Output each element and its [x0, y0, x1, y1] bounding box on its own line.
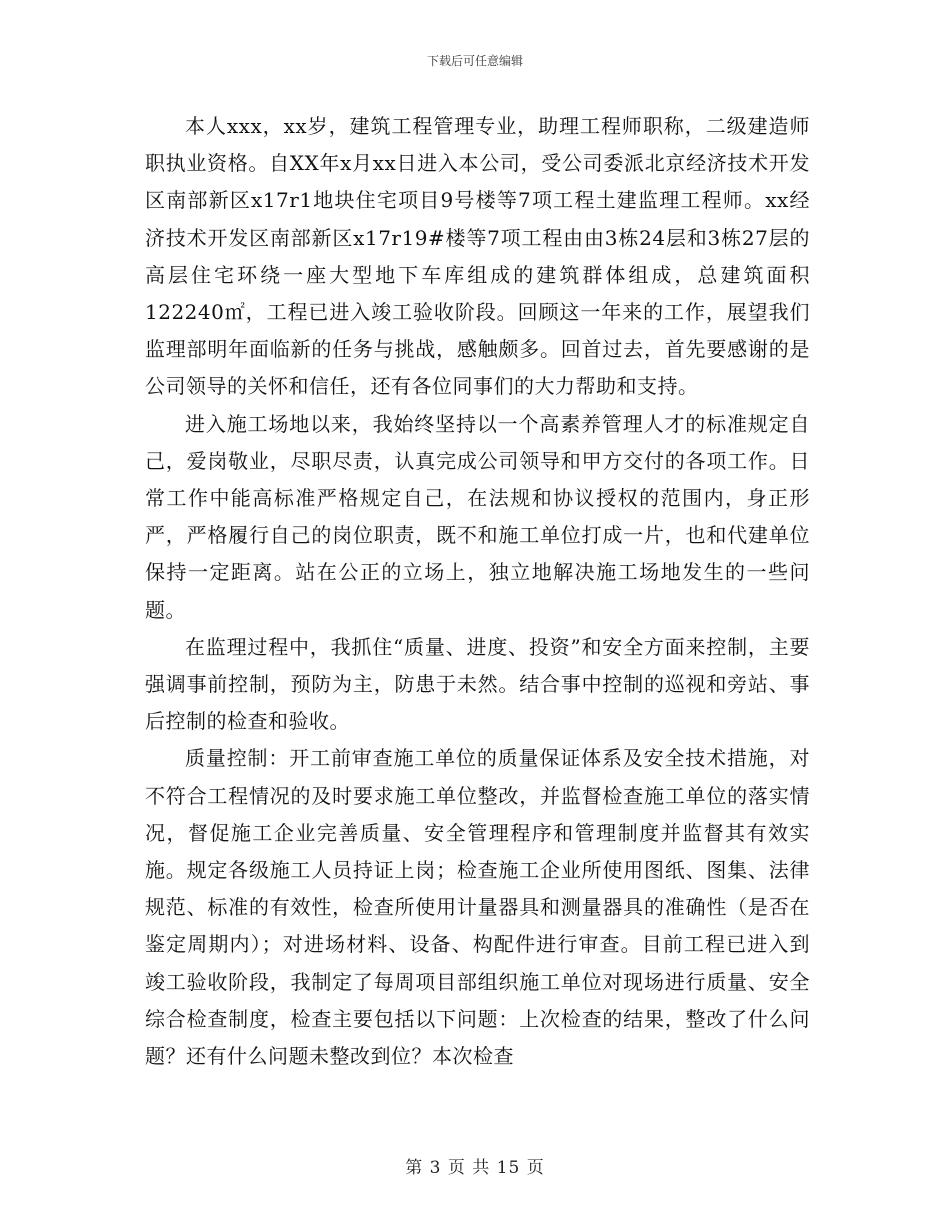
- paragraph-work-attitude: 进入施工场地以来，我始终坚持以一个高素养管理人才的标准规定自己，爱岗敬业，尽职尽责，认真完成公司领导和甲方交付的各项工作。日常工作中能高标准严格规定自己，在法规和协议授权的范围内，身正形严，严格履行自己的岗位职责，既不和施工单位打成一片，也和代建单位保持一定距离。站在公正的立场上，独立地解决施工场地发生的一些问题。: [145, 411, 810, 622]
- header-note: 下载后可任意编辑: [426, 54, 523, 68]
- paragraph-supervision-approach: 在监理过程中，我抓住“质量、进度、投资”和安全方面来控制，主要强调事前控制，预防为主，防患于未然。结合事中控制的巡视和旁站、事后控制的检查和验收。: [145, 634, 810, 734]
- page-number: 第 3 页 共 15 页: [405, 1158, 545, 1178]
- document-body: [145, 108, 810, 1075]
- paragraph-quality-control: 质量控制：开工前审查施工单位的质量保证体系及安全技术措施，对不符合工程情况的及时要求施工单位整改，并监督检查施工单位的落实情况，督促施工企业完善质量、安全管理程序和管理制度并监督其有效实施。规定各级施工人员持证上岗；检查施工企业所使用图纸、图集、法律规范、标准的有效性，检查所使用计量器具和测量器具的准确性（是否在鉴定周期内）；对进场材料、设备、构配件进行审查。目前工程已进入到竣工验收阶段，我制定了每周项目部组织施工单位对现场进行质量、安全综合检查制度，检查主要包括以下问题：上次检查的结果，整改了什么问题？还有什么问题未整改到位？本次检查: [145, 746, 810, 1069]
- paragraph-intro: 本人xxx，xx岁，建筑工程管理专业，助理工程师职称，二级建造师职执业资格。自XX年x月xx日进入本公司，受公司委派北京经济技术开发区南部新区x17r1地块住宅项目9号楼等7项工程土建监理工程师。xx经济技术开发区南部新区x17r19#楼等7项工程由由3栋24层和3栋27层的高层住宅环绕一座大型地下车库组成的建筑群体组成，总建筑面积122240㎡，工程已进入竣工验收阶段。回顾这一年来的工作，展望我们监理部明年面临新的任务与挑战，感触颇多。回首过去，首先要感谢的是公司领导的关怀和信任，还有各位同事们的大力帮助和支持。: [145, 114, 810, 399]
